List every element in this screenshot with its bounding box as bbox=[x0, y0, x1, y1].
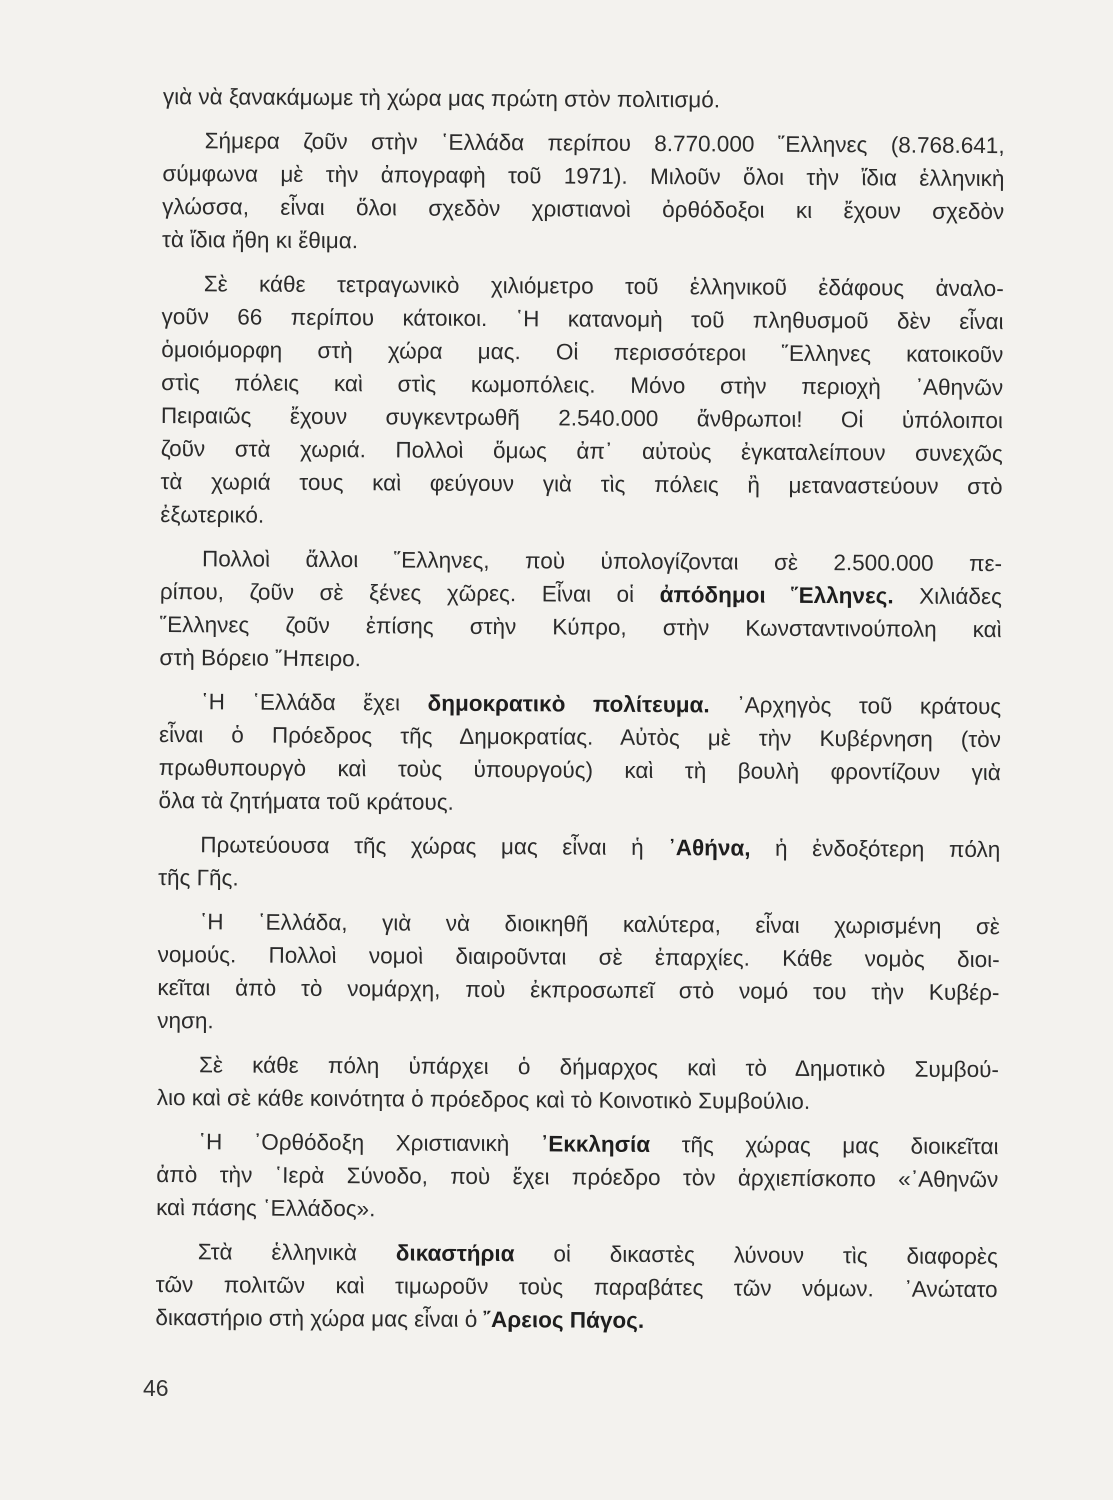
text-run: ἡ ἐνδοξότερη πόλη bbox=[750, 835, 1001, 863]
paragraph bbox=[155, 1235, 998, 1339]
text-line bbox=[161, 399, 1003, 437]
text-run: Στὰ ἑλληνικὰ bbox=[197, 1239, 396, 1266]
text-line bbox=[161, 366, 1003, 404]
text-line bbox=[163, 124, 1005, 162]
bold-term: ῎Αρειος Πάγος. bbox=[483, 1306, 645, 1333]
bold-term: δημοκρατικὸ πολίτευμα. bbox=[427, 690, 710, 718]
page-body bbox=[155, 80, 1005, 1350]
text-line bbox=[160, 575, 1002, 613]
text-run: τὰ χωριά τους καὶ φεύγουν γιὰ τὶς πόλεις ἢ μεταναστεύουν στὸ bbox=[160, 468, 1003, 500]
text-run: οἱ δικαστὲς λύνουν τὶς διαφορὲς bbox=[514, 1241, 998, 1270]
text-run: Χιλιάδες bbox=[893, 583, 1002, 610]
text-line bbox=[158, 828, 1000, 866]
paragraph bbox=[160, 267, 1004, 536]
text-run: εἶναι ὁ Πρόεδρος τῆς Δημοκρατίας. Αὐτὸς μὲ τὴν Κυβέρνηση (τὸν bbox=[158, 721, 1002, 753]
text-line bbox=[155, 1301, 997, 1339]
text-run: Πειραιῶς ἔχουν συγκεντρωθῆ 2.540.000 ἄνθρωποι! Οἱ ὑπόλοιποι bbox=[160, 402, 1004, 434]
text-run: πρωθυπουργὸ καὶ τοὺς ὑπουργούς) καὶ τὴ βουλὴ φροντίζουν γιὰ bbox=[158, 754, 1001, 786]
text-line bbox=[157, 1048, 999, 1086]
text-line bbox=[157, 1081, 999, 1119]
text-run: σύμφωνα μὲ τὴν ἀπογραφὴ τοῦ 1971). Μιλοῦν ὅλοι τὴν ἴδια ἑλληνικὴ bbox=[162, 160, 1005, 192]
text-line bbox=[160, 608, 1002, 646]
text-line bbox=[159, 685, 1001, 723]
text-run: ῾Η ᾿Ορθόδοξη Χριστιανικὴ bbox=[198, 1129, 541, 1157]
text-line bbox=[162, 157, 1004, 195]
text-line bbox=[159, 751, 1001, 789]
text-line bbox=[158, 938, 1000, 976]
text-run: λιο καὶ σὲ κάθε κοινότητα ὁ πρόεδρος καὶ τὸ Κοινοτικὸ Συμβούλιο. bbox=[156, 1084, 811, 1114]
paragraph bbox=[157, 1048, 999, 1119]
text-line bbox=[156, 1235, 998, 1273]
text-line bbox=[156, 1268, 998, 1306]
text-run: ἀπὸ τὴν ῾Ιερὰ Σύνοδο, ποὺ ἔχει πρόεδρο τὸν ἀρχιεπίσκοπο «᾿Αθηνῶν bbox=[156, 1161, 999, 1193]
text-run: στὴ Βόρειο ῎Ηπειρο. bbox=[159, 644, 362, 672]
text-run: γοῦν 66 περίπου κάτοικοι. ῾Η κατανομὴ τοῦ πληθυσμοῦ δὲν εἶναι bbox=[161, 303, 1004, 335]
text-run: στὶς πόλεις καὶ στὶς κωμοπόλεις. Μόνο στὴν περιοχὴ ᾿Αθηνῶν bbox=[161, 369, 1004, 401]
text-run: Σήμερα ζοῦν στὴν ῾Ελλάδα περίπου 8.770.000 ῞Ελληνες (8.768.641, bbox=[204, 128, 1005, 159]
text-run: ρίπου, ζοῦν σὲ ξένες χῶρες. Εἶναι οἱ bbox=[159, 578, 660, 608]
text-line bbox=[156, 1125, 998, 1163]
text-line bbox=[161, 333, 1003, 371]
text-run: καὶ πάσης ῾Ελλάδος». bbox=[156, 1194, 376, 1222]
paragraph bbox=[157, 905, 1000, 1042]
text-line bbox=[163, 80, 1005, 118]
text-run: ᾿Αρχηγὸς τοῦ κράτους bbox=[709, 692, 1002, 720]
text-line bbox=[160, 498, 1002, 536]
text-run: νομούς. Πολλοὶ νομοὶ διαιροῦνται σὲ ἐπαρχίες. Κάθε νομὸς διοι- bbox=[157, 941, 1000, 973]
text-line bbox=[162, 190, 1004, 228]
text-run: ζοῦν στὰ χωριά. Πολλοὶ ὅμως ἀπ᾿ αὐτοὺς ἐγκαταλείπουν συνεχῶς bbox=[160, 435, 1003, 467]
paragraph bbox=[162, 124, 1005, 261]
text-run: Σὲ κάθε τετραγωνικὸ χιλιόμετρο τοῦ ἑλληνικοῦ ἐδάφους ἀναλο- bbox=[203, 271, 1004, 302]
text-run: ὅλα τὰ ζητήματα τοῦ κράτους. bbox=[158, 787, 454, 815]
text-line bbox=[160, 542, 1002, 580]
bold-term: δικαστήρια bbox=[395, 1240, 515, 1267]
text-run: ῾Η ῾Ελλάδα, γιὰ νὰ διοικηθῆ καλύτερα, εἶναι χωρισμένη σὲ bbox=[199, 909, 1000, 940]
text-run: δικαστήριο στὴ χώρα μας εἶναι ὁ bbox=[155, 1304, 484, 1332]
text-run: Πολλοὶ ἄλλοι ῞Ελληνες, ποὺ ὑπολογίζονται σὲ 2.500.000 πε- bbox=[201, 546, 1003, 577]
text-line bbox=[158, 784, 1000, 822]
text-run: γιὰ νὰ ξανακάμωμε τὴ χώρα μας πρώτη στὸν πολιτισμό. bbox=[162, 83, 721, 113]
text-run: γλώσσα, εἶναι ὅλοι σχεδὸν χριστιανοὶ ὀρθόδοξοι κι ἔχουν σχεδὸν bbox=[162, 193, 1005, 225]
text-line bbox=[161, 432, 1003, 470]
text-line bbox=[158, 905, 1000, 943]
paragraph bbox=[163, 80, 1005, 118]
text-line bbox=[157, 1004, 999, 1042]
text-run: τῶν πολιτῶν καὶ τιμωροῦν τοὺς παραβάτες τῶν νόμων. ᾿Ανώτατο bbox=[155, 1271, 998, 1303]
paragraph bbox=[158, 828, 1000, 899]
text-run: Πρωτεύουσα τῆς χώρας μας εἶναι ἡ bbox=[200, 832, 669, 861]
bold-term: ἀπόδημοι ῞Ελληνες. bbox=[659, 582, 894, 609]
text-line bbox=[156, 1158, 998, 1196]
text-run: νηση. bbox=[157, 1007, 214, 1034]
bold-term: ᾿Αθήνα, bbox=[668, 835, 751, 861]
text-line bbox=[161, 300, 1003, 338]
text-run: ἐξωτερικό. bbox=[160, 501, 265, 528]
text-run: Σὲ κάθε πόλη ὑπάρχει ὁ δήμαρχος καὶ τὸ Δημοτικὸ Συμβού- bbox=[198, 1052, 1000, 1083]
text-line bbox=[158, 861, 1000, 899]
text-line bbox=[162, 223, 1004, 261]
paragraph bbox=[156, 1125, 999, 1229]
bold-term: ᾿Εκκλησία bbox=[540, 1131, 651, 1157]
text-run: ὁμοιόμορφη στὴ χώρα μας. Οἱ περισσότεροι ῞Ελληνες κατοικοῦν bbox=[161, 336, 1004, 368]
text-line bbox=[160, 465, 1002, 503]
text-line bbox=[162, 267, 1004, 305]
text-line bbox=[159, 718, 1001, 756]
paragraph bbox=[158, 685, 1001, 822]
page-number: 46 bbox=[143, 1375, 169, 1401]
text-line bbox=[159, 641, 1001, 679]
text-run: τὰ ἴδια ἤθη κι ἔθιμα. bbox=[161, 226, 359, 254]
text-run: τῆς Γῆς. bbox=[158, 864, 239, 891]
text-line bbox=[156, 1191, 998, 1229]
text-run: κεῖται ἀπὸ τὸ νομάρχη, ποὺ ἐκπροσωπεῖ στὸ νομό του τὴν Κυβέρ- bbox=[157, 974, 1000, 1006]
text-run: ῾Η ῾Ελλάδα ἔχει bbox=[201, 689, 428, 716]
text-line bbox=[157, 971, 999, 1009]
text-run: τῆς χώρας μας διοικεῖται bbox=[650, 1131, 999, 1160]
paragraph bbox=[159, 542, 1002, 679]
text-run: ῞Ελληνες ζοῦν ἐπίσης στὴν Κύπρο, στὴν Κωνσταντινούπολη καὶ bbox=[159, 611, 1002, 643]
